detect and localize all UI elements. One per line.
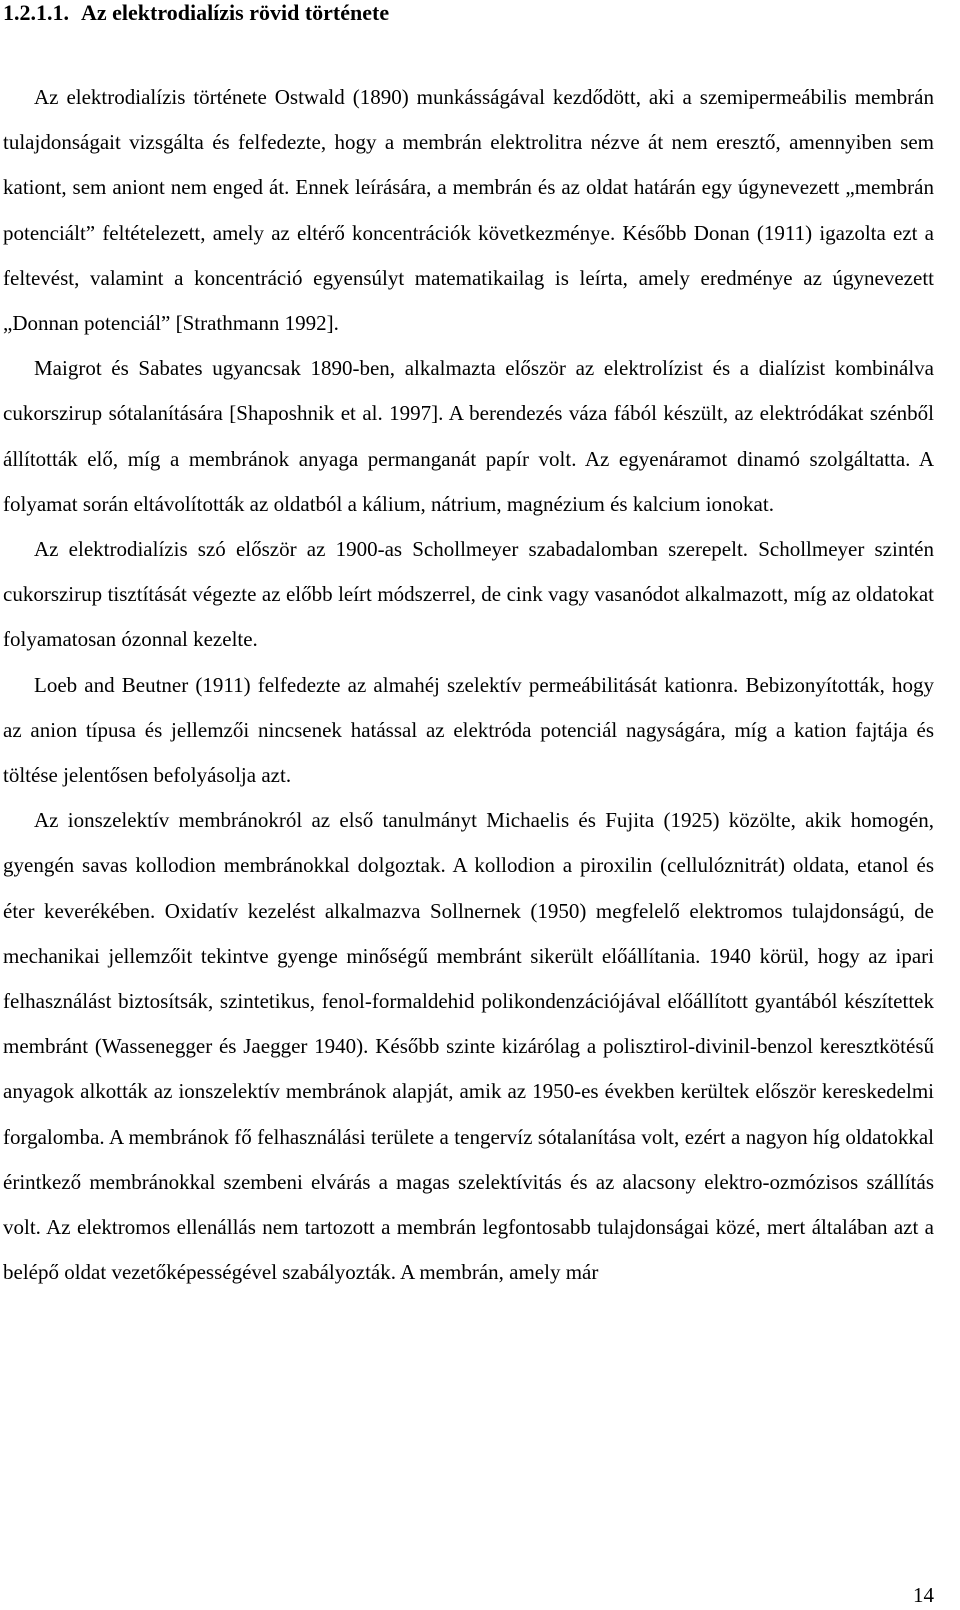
paragraph: Az elektrodialízis szó először az 1900-as Schollmeyer szabadalomban szerepelt. Schollmeyer szintén cukorszirup tisztítását végezte az előbb leírt módszerrel, de cink vagy vasanódot alkalmazott, míg az oldatokat folyamatosan ózonnal kezelte. [3, 537, 934, 652]
paragraph: Loeb and Beutner (1911) felfedezte az almahéj szelektív permeábilitását kationra. Bebizonyították, hogy az anion típusa és jellemzői nincsenek hatással az elektróda potenciál nagyságára, míg a kation fajtája és töltése jelentősen befolyásolja azt. [3, 672, 934, 788]
paragraph: Az ionszelektív membránokról az első tanulmányt Michaelis és Fujita (1925) közölte, akik homogén, gyengén savas kollodion membránokkal dolgoztak. A kollodion a piroxilin (cellulóznitrát) oldata, etanol és éter keverékében. Oxidatív kezelést alkalmazva Sollnernek (1950) megfelelő elektromos tulajdonságú, de mechanikai jellemzőit tekintve gyenge minőségű membránt sikerült előállítania. 1940 körül, hogy az ipari felhasználást biztosítsák, szintetikus, fenol-formaldehid polikondenzációjával előállított gyantából készítettek membránt (Wassenegger és Jaegger 1940). Később szinte kizárólag a polisztirol-divinil-benzol keresztkötésű anyagok alkották az ionszelektív membránok alapját, amik az 1950-es években kerültek először kereskedelmi forgalomba. A membránok fő felhasználási területe a tengervíz sótalanítása volt, ezért a nagyon híg oldatokkal érintkező membránokkal szembeni elvárás a magas szelektívitás és az alacsony elektro-ozmózisos szállítás volt. Az elektromos ellenállás nem tartozott a membrán legfontosabb tulajdonságai közé, mert általában azt a belépő oldat vezetőképességével szabályozták. A membrán, amely már [3, 808, 934, 1285]
body-text [3, 75, 934, 1295]
section-title: Az elektrodialízis rövid története [81, 0, 390, 25]
section-number: 1.2.1.1. [3, 0, 69, 25]
paragraph: Maigrot és Sabates ugyancsak 1890-ben, alkalmazta először az elektrolízist és a dialízist kombinálva cukorszirup sótalanítására [Shaposhnik et al. 1997]. A berendezés váza fából készült, az elektródákat szénből állították elő, míg a membránok anyaga permanganát papír volt. Az egyenáramot dinamó szolgáltatta. A folyamat során eltávolították az oldatból a kálium, nátrium, magnézium és kalcium ionokat. [3, 356, 934, 516]
section-heading [3, 0, 943, 26]
page-number: 14 [913, 1583, 934, 1607]
paragraph: Az elektrodialízis története Ostwald (1890) munkásságával kezdődött, aki a szemipermeábilis membrán tulajdonságait vizsgálta és felfedezte, hogy a membrán elektrolitra nézve át nem eresztő, amennyiben sem kationt, sem aniont nem enged át. Ennek leírására, a membrán és az oldat határán egy úgynevezett „membrán potenciált” feltételezett, amely az eltérő koncentrációk következménye. Később Donan (1911) igazolta ezt a feltevést, valamint a koncentráció egyensúlyt matematikailag is leírta, amely eredménye az úgynevezett „Donnan potenciál” [Strathmann 1992]. [3, 85, 934, 336]
